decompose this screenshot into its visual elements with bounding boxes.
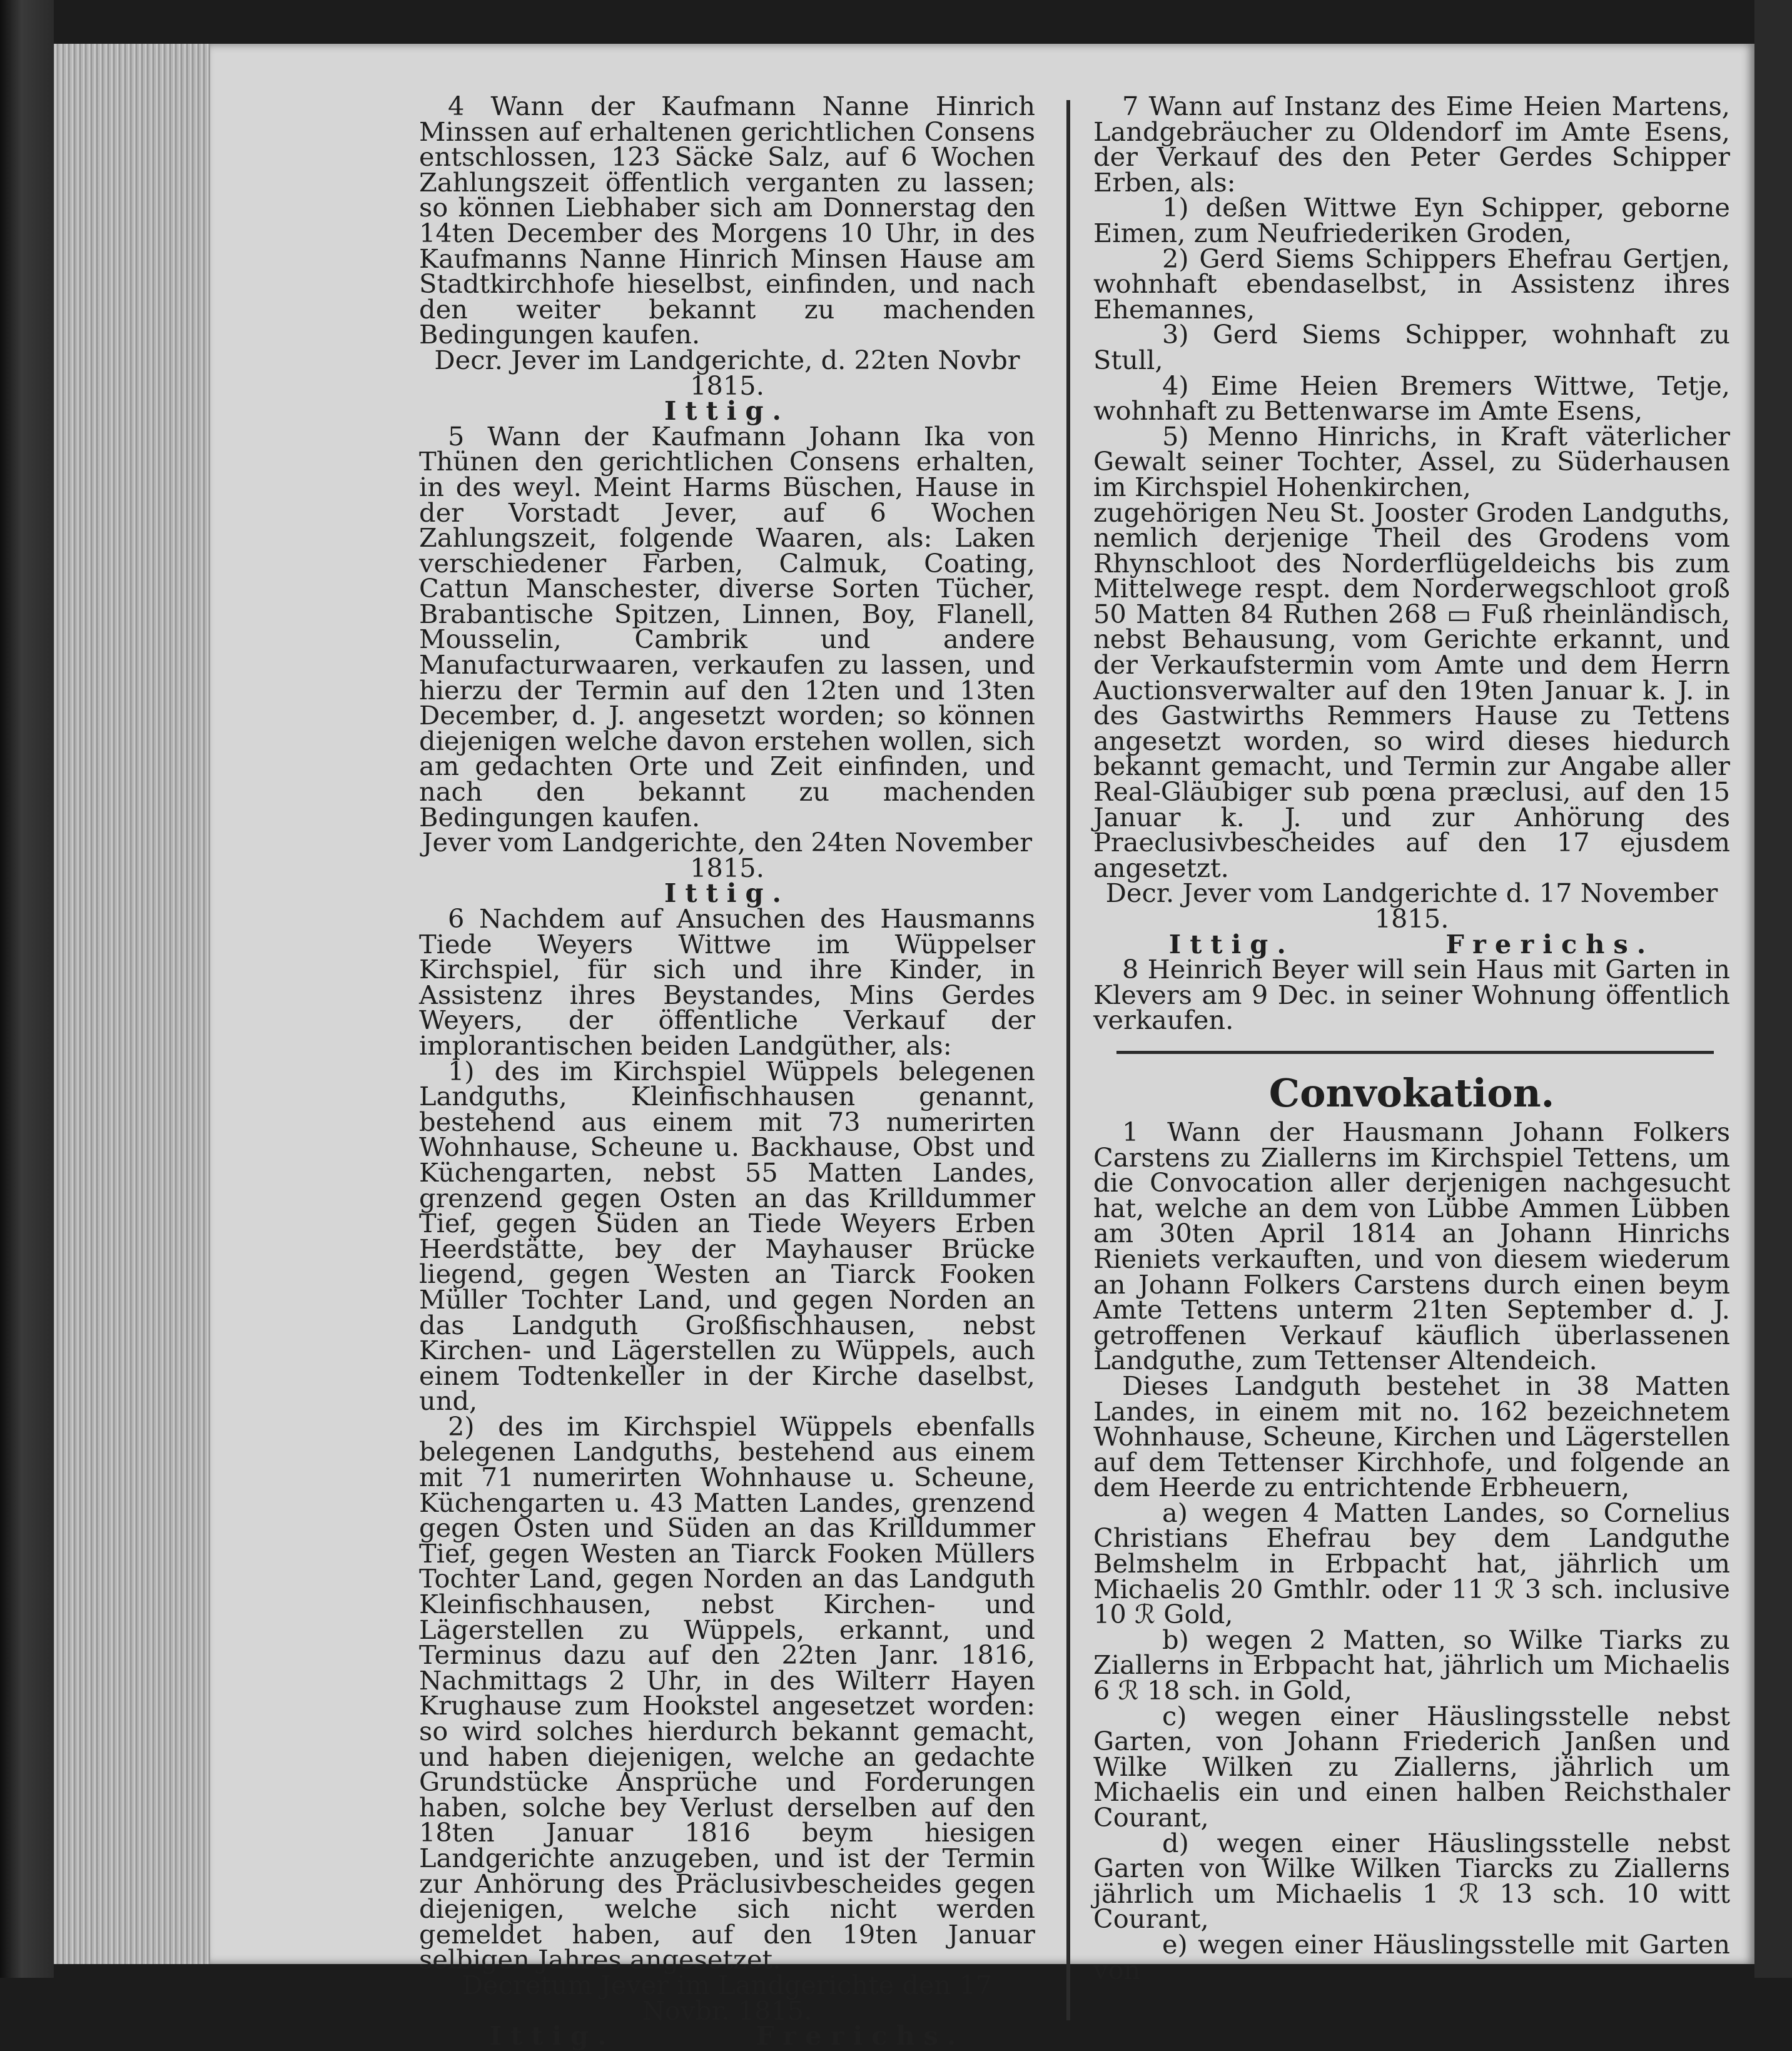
paragraph: 1 Wann der Hausmann Johann Folkers Carstens zu Ziallerns im Kirchspiel Tettens, um die Convocation aller derjenigen nachgesucht hat, welche an dem von Lübbe Ammen Lübben am 30ten April 1814 an Johann Hinrichs Rieniets verkauften, und von diesem wiederum an Johann Folkers Carstens durch einen beym Amte Tettens unterm 21ten September d. J. getroffenen Verkauf käuflich überlassenen Landguthe, zum Tettenser Altendeich. (1093, 1116, 1730, 1376)
paragraph: Dieses Landguth bestehet in 38 Matten Landes, in einem mit no. 162 bezeichnetem Wohnhause, Scheune, Kirchen und Lägerstellen auf dem Tettenser Kirchhofe, und folgende an dem Heerde zu entrichtende Erbheuern, (1093, 1370, 1730, 1503)
signature-frerichs: Frerichs. (1445, 928, 1655, 960)
convocation-heading: Convokation. (1268, 1070, 1555, 1116)
paragraph: 2) des im Kirchspiel Wüppels ebenfalls belegenen Landguths, bestehend aus einem mit 71 numerirten Wohnhause u. Scheune, Küchengarten u. 43 Matten Landes, grenzend gegen Osten und Süden an das Krilldummer Tief, gegen Westen an Tiarck Fooken Müllers Tochter Land, gegen Norden an das Landguth Kleinfischhausen, nebst Kirchen- und Lägerstellen zu Wüppels, erkannt, und Terminus dazu auf den 22ten Janr. 1816, Nachmittags 2 Uhr, in des Wilterr Hayen Krughause zum Hookstel angesetzet worden: so wird solches hierdurch bekannt gemacht, und haben diejenigen, welche an gedachte Grundstücke Ansprüche und Forderungen haben, solche bey Verlust derselben auf den 18ten Januar 1816 beym hiesigen Landgerichte anzugeben, und ist der Termin zur Anhörung des Präclusivbescheides gegen diejenigen, welche sich nicht werden gemeldet haben, auf den 19ten Januar selbigen Jahres angesetzet. (419, 1410, 1035, 1975)
left-paragraphs (419, 91, 1035, 2026)
column-divider (1066, 100, 1070, 2020)
paragraph: 5) Menno Hinrichs, in Kraft väterlicher Gewalt seiner Tochter, Assel, zu Süderhausen im Kirchspiel Hohenkirchen, (1093, 420, 1730, 502)
paragraph: d) wegen einer Häuslingsstelle nebst Garten von Wilke Wilken Tiarcks zu Ziallerns jährlich um Michaelis 1 ℛ 13 sch. 10 witt Courant, (1093, 1827, 1730, 1935)
signature-frerichs: Frerichs. (756, 2020, 965, 2051)
paragraph: Jever vom Landgerichte, den 24ten November 1815. (422, 827, 1033, 883)
paragraph: 1) des im Kirchspiel Wüppels belegenen Landguths, Kleinfischhausen genannt, bestehend aus einem mit 73 numerirten Wohnhause, Scheune u. Backhause, Obst und Küchengarten, nebst 55 Matten Landes, grenzend gegen Osten an das Krilldummer Tief, gegen Süden an Tiede Weyers Erben Heerdstätte, bey der Mayhauser Brücke liegend, gegen Westen an Tiarck Fooken Müller Tochter Land, und gegen Norden an das Landguth Großfischhausen, nebst Kirchen- und Lägerstellen zu Wüppels, auch einem Todtenkeller in der Kirche daselbst, und, (419, 1055, 1035, 1417)
paragraph: 2) Gerd Siems Schippers Ehefrau Gertjen, wohnhaft ebendaselbst, in Assistenz ihres Ehemannes, (1093, 243, 1730, 325)
paragraph: Ittig. (664, 395, 790, 427)
paragraph: 1) deßen Wittwe Eyn Schipper, geborne Eimen, zum Neufriederiken Groden, (1093, 192, 1730, 248)
right-paragraphs-bottom (1093, 1116, 1730, 1985)
paragraph: 7 Wann auf Instanz des Eime Heien Martens, Landgebräucher zu Oldendorf im Amte Esens, der Verkauf des den Peter Gerdes Schipper Erben, als: (1093, 91, 1730, 198)
notice-8: 8 Heinrich Beyer will sein Haus mit Garten in Klevers am 9 Dec. in seiner Wohnung öffentlich verkaufen. (1093, 954, 1730, 1036)
page-edges (54, 44, 210, 1964)
left-signature (419, 2020, 1035, 2051)
paragraph: 3) Gerd Siems Schipper, wohnhaft zu Stull, (1093, 319, 1730, 375)
paragraph: 6 Nachdem auf Ansuchen des Hausmanns Tiede Weyers Wittwe im Wüppelser Kirchspiel, für sich und ihre Kinder, in Assistenz ihres Beystandes, Mins Gerdes Weyers, der öffentliche Verkauf der implorantischen beiden Landgüther, als: (419, 903, 1035, 1061)
left-column (419, 91, 1035, 2051)
paragraph: Decr. Jever vom Landgerichte d. 17 November 1815. (1105, 878, 1718, 934)
signature-ittig: Ittig. (489, 2020, 615, 2051)
right-paragraphs-top (1093, 91, 1730, 934)
paragraph: Decretum Jever im Landgerichte den 17 Novbr. 1815. (462, 1969, 993, 2026)
right-signature (1093, 928, 1730, 960)
right-column (1093, 91, 1730, 1985)
signature-ittig: Ittig. (1168, 928, 1295, 960)
paragraph: 4) Eime Heien Bremers Wittwe, Tetje, wohnhaft zu Bettenwarse im Amte Esens, (1093, 370, 1730, 427)
book-cover-edge (1754, 0, 1792, 1978)
paragraph: 5 Wann der Kaufmann Johann Ika von Thünen den gerichtlichen Consens erhalten, in des weyl. Meint Harms Büschen, Hause in der Vorstadt Jever, auf 6 Wochen Zahlungszeit, folgende Waaren, als: Laken verschiedener Farben, Calmuk, Coating, Cattun Manschester, diverse Sorten Tücher, Brabantische Spitzen, Linnen, Boy, Flanell, Mousselin, Cambrik und andere Manufacturwaaren, verkaufen zu lassen, und hierzu der Termin auf den 12ten und 13ten December, d. J. angesetzt worden; so können diejenigen welche davon erstehen wollen, sich am gedachten Orte und Zeit einfinden, und nach den bekannt zu machenden Bedingungen kaufen. (419, 420, 1035, 833)
paragraph: 4 Wann der Kaufmann Nanne Hinrich Minssen auf erhaltenen gerichtlichen Consens entschlossen, 123 Säcke Salz, auf 6 Wochen Zahlungszeit öffentlich verganten zu lassen; so können Liebhaber sich am Donnerstag den 14ten December des Morgens 10 Uhr, in des Kaufmanns Nanne Hinrich Minsen Hause am Stadtkirchhofe hieselbst, einfinden, und nach den weiter bekannt zu machenden Bedingungen kaufen. (419, 91, 1035, 350)
book-spine (0, 0, 54, 1978)
paragraph: e) wegen einer Häuslingsstelle mit Garten von (1093, 1928, 1730, 1985)
paragraph: Decr. Jever im Landgerichte, d. 22ten Novbr 1815. (434, 344, 1020, 401)
paragraph: b) wegen 2 Matten, so Wilke Tiarks zu Ziallerns in Erbpacht hat, jährlich um Michaelis 6 ℛ 18 sch. in Gold, (1093, 1624, 1730, 1706)
section-rule (1116, 1051, 1714, 1054)
paragraph: c) wegen einer Häuslingsstelle nebst Garten, von Johann Friederich Janßen und Wilke Wilken zu Ziallerns, jährlich um Michaelis ein und einen halben Reichsthaler Courant, (1093, 1700, 1730, 1833)
paragraph: Ittig. (664, 878, 790, 909)
paragraph: a) wegen 4 Matten Landes, so Cornelius Christians Ehefrau bey dem Landguthe Belmshelm in Erbpacht hat, jährlich um Michaelis 20 Gmthlr. oder 11 ℛ 3 sch. inclusive 10 ℛ Gold, (1093, 1497, 1730, 1630)
paragraph: zugehörigen Neu St. Jooster Groden Landguths, nemlich derjenige Theil des Grodens vom Rhynschloot des Norderflügeldeichs bis zum Mittelwege respt. dem Norderwegschloot groß 50 Matten 84 Ruthen 268 ▭ Fuß rheinländisch, nebst Behausung, vom Gerichte erkannt, und der Verkaufstermin vom Amte und dem Herrn Auctionsverwalter auf den 19ten Januar k. J. in des Gastwirths Remmers Hause zu Tettens angesetzt worden, so wird dieses hiedurch bekannt gemacht, und Termin zur Angabe aller Real-Gläubiger sub pœna præclusi, auf den 15 Januar k. J. und zur Anhörung des Praeclusivbescheides auf den 17 ejusdem angesetzt. (1093, 497, 1730, 883)
